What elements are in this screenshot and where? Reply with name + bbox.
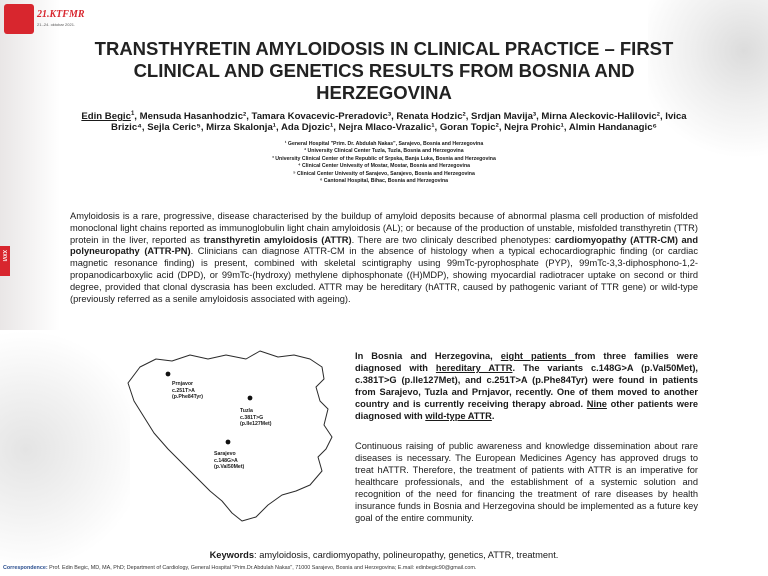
logo-name: 21.KTFMR: [37, 9, 85, 20]
intro-text: Amyloidosis is a rare, progressive, disease characterised by the buildup of amyloid deposits because of abnormal plasma cell production of misfolded monoclonal light chains reported as immunoglobulin light chain amyloidosis (AL); or because of the production of unstable, misfolded transthyretin (TTR) protein in the liver, reported as: [70, 211, 698, 245]
intro-text: . There are two clinicaly described phenotypes:: [351, 234, 555, 245]
keywords-text: : amyloidosis, cardiomyopathy, polineuropathy, genetics, ATTR, treatment.: [254, 550, 559, 560]
map-label-variant: c.251T>A: [172, 387, 195, 394]
map-label-prnjavor: [172, 381, 203, 401]
first-author: Edin Begic: [81, 111, 131, 123]
keywords-label: Keywords: [209, 550, 255, 560]
affiliation-item: ⁴ Clinical Center Univesity of Mostar, Mostar, Bosnia and Herzegovina: [297, 163, 471, 170]
intro-term-phenotypes: cardiomyopathy (ATTR-CM) and polyneuropathy (ATTR-PN): [70, 234, 699, 257]
findings-highlight: hereditary ATTR: [435, 363, 513, 373]
logo-badge: [4, 4, 34, 34]
congress-logo: [4, 4, 84, 40]
findings-text: . The variants c.148G>A (p.Val50Met), c.381T>G (p.Ile127Met), and c.251T>A (p.Phe84Tyr) were found in patients from Sarajevo, Tuzla and Prnjavor, recently. One of them moved to another country and is currently receiving therapy abroad.: [355, 363, 698, 409]
affiliation-item: ² University Clinical Center Tuzla, Tuzla, Bosnia and Herzegovina: [304, 148, 464, 155]
correspondence-footer: [3, 565, 765, 572]
map-label-city: Tuzla: [240, 408, 253, 414]
correspondence-text: Prof. Edin Begic, MD, MA, PhD; Department of Cardiology, General Hospital "Prim.Dr.Abdulah Nakas", 71000 Sarajevo, Bosnia and Herzegovina; E.mail: edinbegic90@gmail.com.: [47, 565, 477, 571]
other-authors: , Mensuda Hasanhodzic², Tamara Kovacevic-Preradovic³, Renata Hodzic², Srdjan Mavija³, Mirna Aleckovic-Halilovic², Ivica Brizic⁴, Sejla Ceric⁵, Mirza Skalonja¹, Ada Djozic¹, Nejra Mlaco-Vrazalic¹, Goran Topic², Nejra Prohic¹, Almin Handanagic⁶: [111, 111, 687, 134]
map-label-tuzla: [240, 408, 271, 428]
findings-text: from three families were diagnosed with: [355, 351, 698, 373]
map-label-protein: (p.Val50Met): [214, 464, 245, 470]
poster-title: TRANSTHYRETIN AMYLOIDOSIS IN CLINICAL PRACTICE – FIRST CLINICAL AND GENETICS RESULTS FROM BOSNIA AND HERZEGOVINA: [94, 38, 674, 103]
logo-subtitle: 21.-24. oktobar 2021.: [37, 22, 76, 27]
introduction-paragraph: [70, 211, 698, 305]
keywords-line: [0, 550, 768, 561]
intro-term-attr: transthyretin amyloidosis (ATTR): [203, 234, 352, 245]
map-label-city: Prnjavor: [172, 381, 194, 387]
map-label-protein: (p.Ile127Met): [240, 421, 272, 427]
map-label-variant: c.381T>G: [240, 414, 264, 421]
affiliation-item: ³ University Clinical Center of the Republic of Srpska, Banja Luka, Bosnia and Herzegovina: [272, 155, 496, 162]
map-label-protein: (p.Phe84Tyr): [172, 394, 204, 400]
map-label-sarajevo: [214, 451, 244, 471]
bosnia-map: [110, 345, 345, 535]
map-label-variant: c.148G>A: [214, 457, 238, 464]
findings-text: .: [491, 411, 495, 421]
affiliation-item: ⁵ Clinical Center Univesity of Sarajevo, Sarajevo, Bosnia and Herzegovina: [293, 170, 475, 177]
findings-paragraph: [355, 350, 698, 422]
findings-text: In Bosnia and Herzegovina,: [355, 351, 501, 361]
side-marker-text: XXVI: [1, 250, 7, 262]
author-list: [70, 109, 698, 133]
findings-highlight: eight patients: [500, 351, 575, 361]
findings-text: other patients were diagnosed with: [355, 399, 698, 421]
affiliation-item: ¹ General Hospital "Prim. Dr. Abdulah Nakas", Sarajevo, Bosnia and Herzegovina: [284, 141, 484, 147]
intro-text: . Clinicians can diagnose ATTR-CM in the absence of histology when a typical echocardiographic finding (or cardiac magnetic resonance finding) is present, combined with skeletal scintigraphy using 99mTc-pyrophosphate (PYP), 99mTc-3,3-diphosphono-1,2-propanodicarboxylic acid (DPD), or 99mTc-(hydroxy) methylene diphosphonate ((H)MDP), showing myocardial radiotracer uptake on second or third degree, provided that clonal dyscrasia has been excluded. ATTR may be hereditary (hATTR, caused by pathogenic variant of TTR gene) or wild-type (previously referred as a senile amyloidosis associated with ageing).: [70, 246, 698, 304]
conclusion-paragraph: Continuous raising of public awareness and knowledge dissemination about rare diseases is necessary. The European Medicines Agency has approved drugs to treat hATTR. Therefore, the treatment of patients with ATTR is an imperative for healthcare professionals, and the establishment of a systemic solution and recognition of the need for financing the treatment of rare diseases by health insurance funds in Bosnia and Herzegovina should be implemented as a future key goal of the entire community.: [355, 441, 698, 523]
affiliations: [180, 141, 588, 185]
first-author-affil: 1: [130, 111, 135, 117]
findings-highlight: Nine: [586, 399, 607, 409]
findings-highlight: wild-type ATTR: [425, 411, 492, 421]
affiliation-item: ⁶ Cantonal Hospital, Bihac, Bosnia and Herzegovina: [319, 178, 449, 185]
map-outline-icon: [110, 345, 345, 535]
map-label-city: Sarajevo: [214, 451, 236, 457]
correspondence-label: Correspondence:: [3, 565, 48, 571]
